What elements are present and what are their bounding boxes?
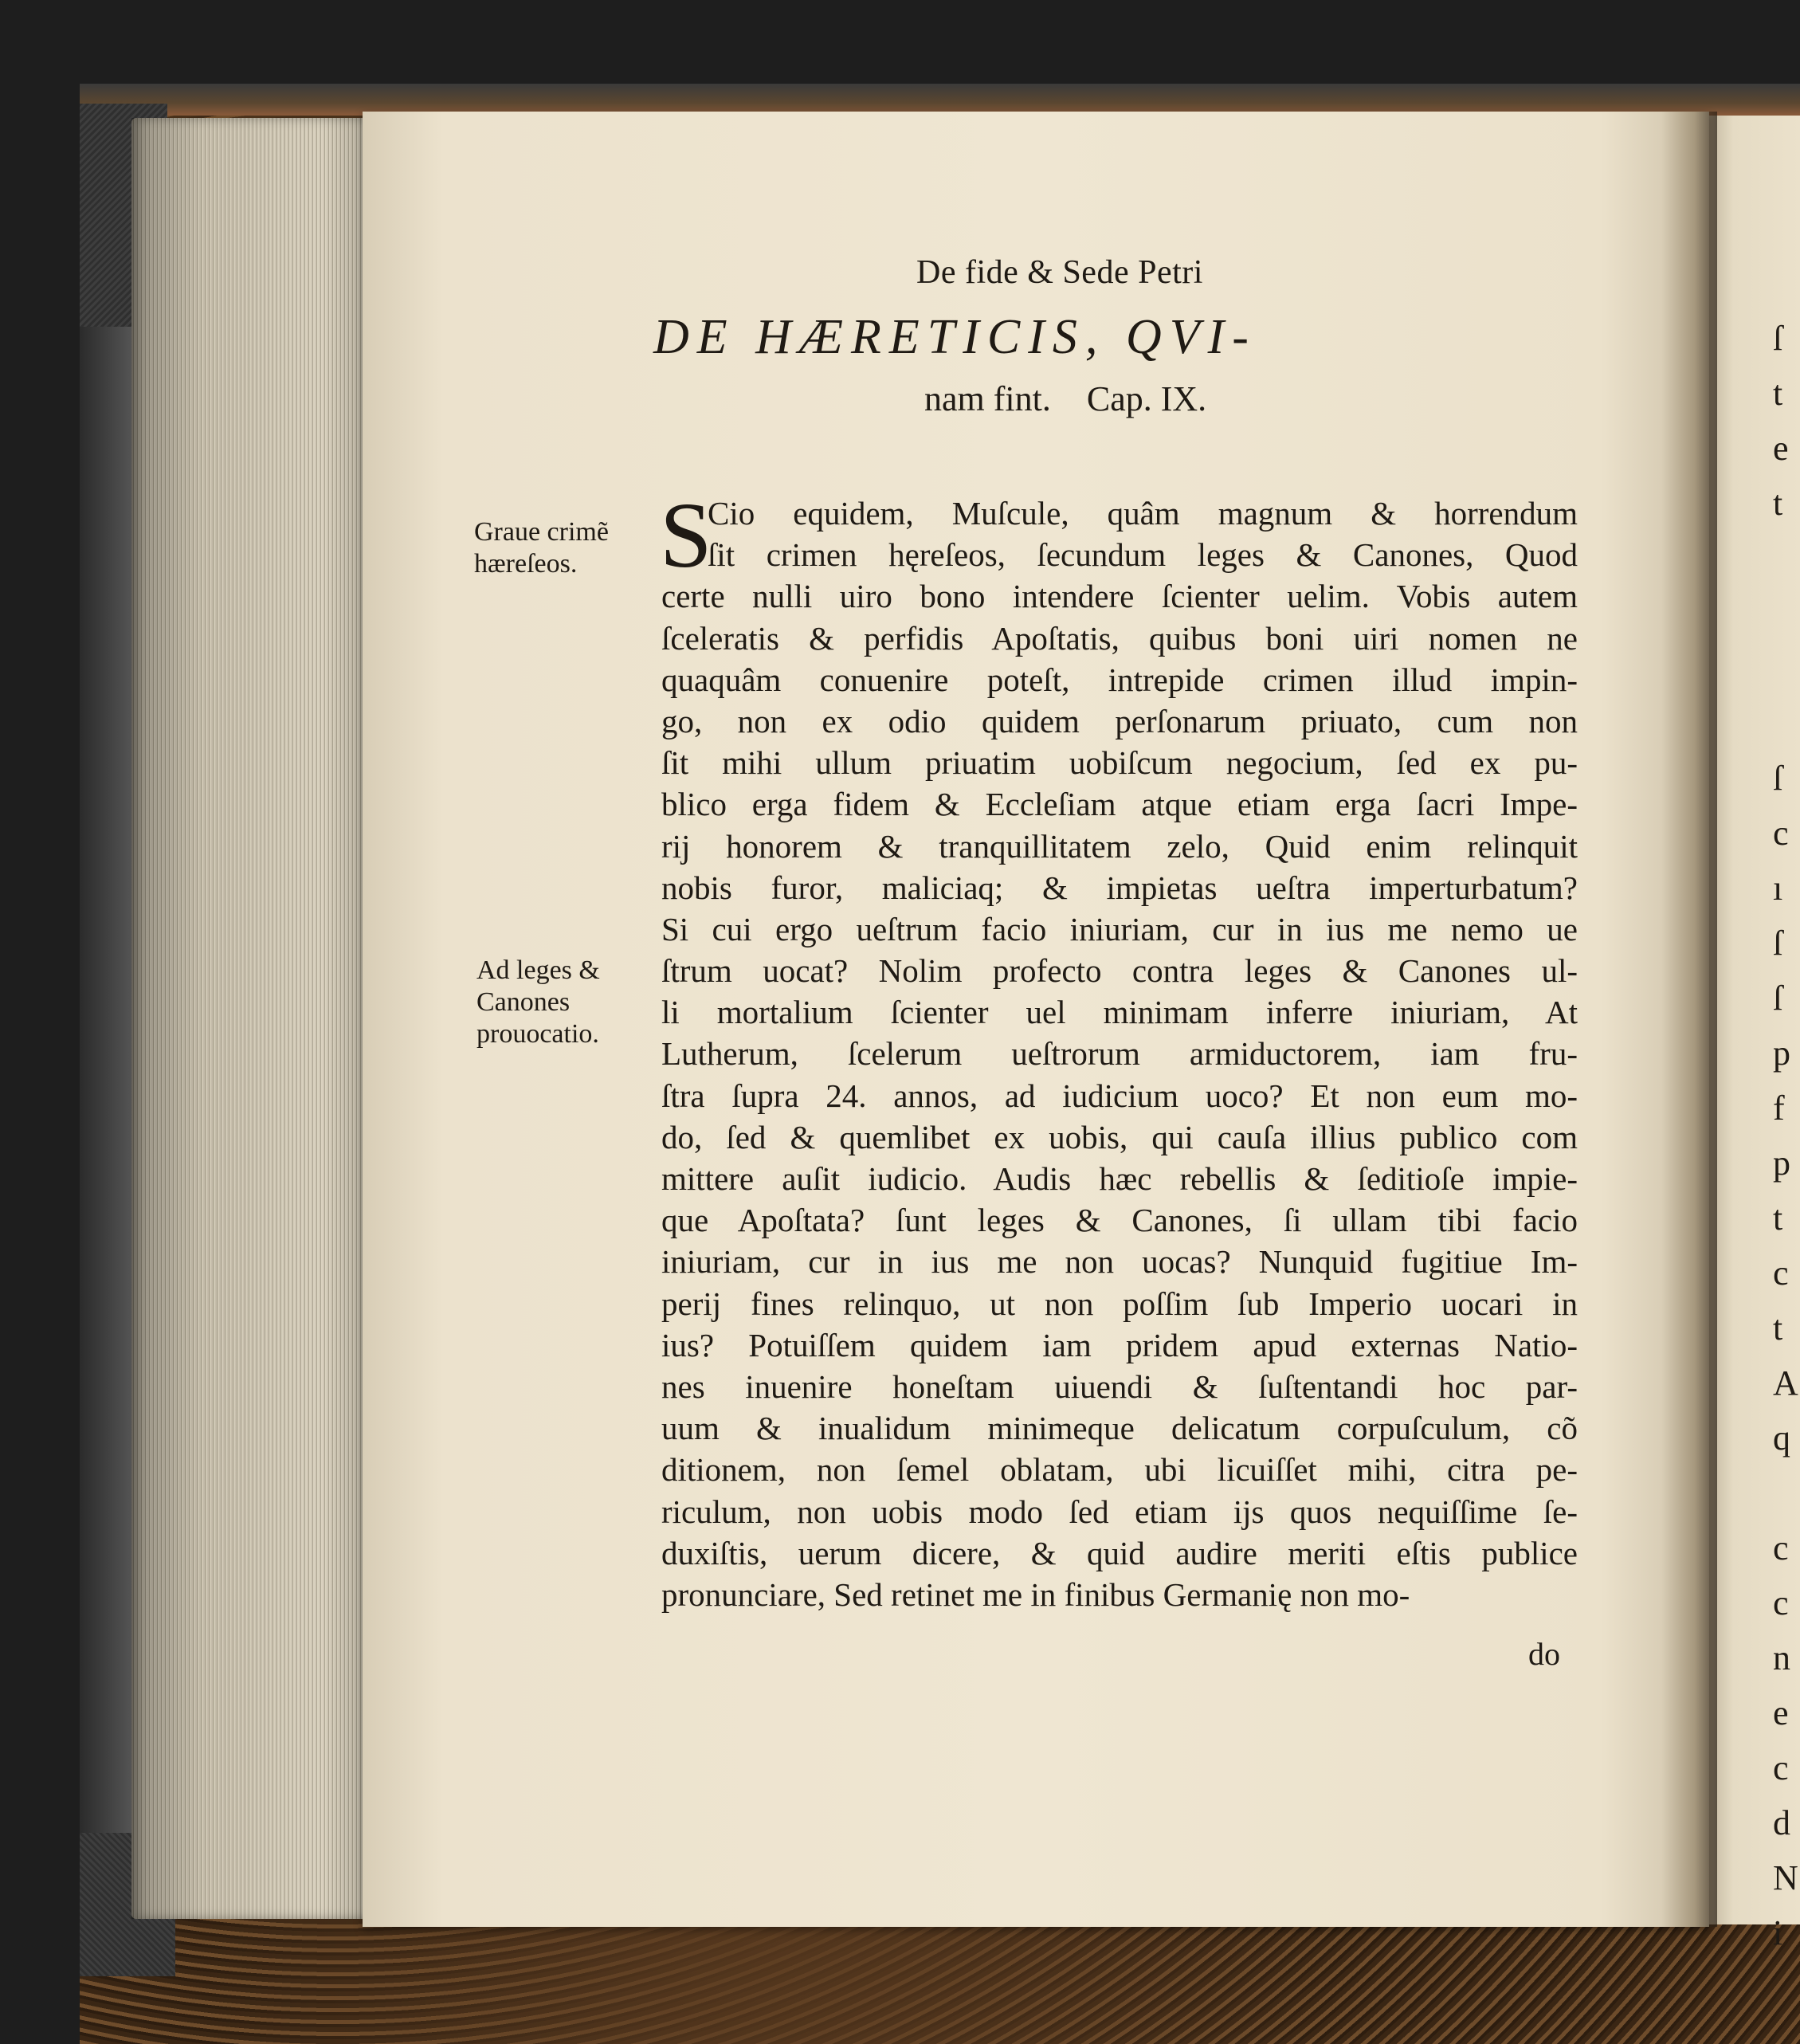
- body-line: iniuriam, cur in ius me non uocas? Nunquid fugitiue Im-: [661, 1243, 1578, 1281]
- marginal-note-line: prouocatio.: [476, 1019, 599, 1049]
- facing-page-letter: [1773, 586, 1800, 641]
- marginal-note-2: [476, 955, 660, 1050]
- facing-page-letter: t: [1773, 374, 1783, 413]
- facing-page-letter: N: [1773, 1858, 1798, 1897]
- body-line: Cio equidem, Muſcule, quâm magnum & horrendum: [708, 495, 1578, 532]
- body-line: blico erga fidem & Eccleſiam atque etiam erga ſacri Impe-: [661, 786, 1578, 823]
- body-line: rij honorem & tranquillitatem zelo, Quid enim relinquit: [661, 827, 1578, 865]
- facing-page-letter: [1773, 531, 1800, 586]
- cover-head-edge: [80, 84, 1800, 116]
- body-line: nes inuenire honeſtam uiuendi & ſuſtentandi hoc par-: [661, 1367, 1578, 1405]
- facing-page-letters: [1773, 311, 1800, 1960]
- facing-page-letter: c: [1773, 1253, 1789, 1293]
- body-line: ſceleratis & perfidis Apoſtatis, quibus boni uiri nomen ne: [661, 619, 1578, 657]
- page-edges-shade: [131, 118, 371, 1919]
- page-gutter-shadow: [1661, 112, 1717, 1927]
- facing-page-letter: t: [1773, 1199, 1783, 1238]
- chapter-title-continuation: [924, 379, 1339, 419]
- body-line: Lutherum, ſcelerum ueſtrorum armiductorem, iam fru-: [661, 1035, 1578, 1073]
- facing-page-letter: c: [1773, 1583, 1789, 1622]
- facing-page-letter: t: [1773, 1308, 1783, 1348]
- chapter-number: Cap. IX.: [1086, 379, 1207, 418]
- body-line: mittere auſit iudicio. Audis hæc rebellis & ſeditioſe impie-: [661, 1160, 1578, 1197]
- body-line: go, non ex odio quidem perſonarum priuato, cum non: [661, 702, 1578, 740]
- body-line: ſit mihi ullum priuatim uobiſcum negocium, ſed ex pu-: [661, 744, 1578, 782]
- facing-page-letter: A: [1773, 1363, 1798, 1403]
- facing-page-letter: d: [1773, 1803, 1790, 1842]
- facing-page-letter: t: [1773, 484, 1783, 523]
- facing-page-letter: ſ: [1773, 924, 1783, 963]
- body-line: que Apoſtata? ſunt leges & Canones, ſi ullam tibi facio: [661, 1202, 1578, 1239]
- body-line: certe nulli uiro bono intendere ſcienter uelim. Vobis autem: [661, 578, 1578, 615]
- marginal-note-1: [474, 516, 657, 580]
- facing-page-letter: p: [1773, 1144, 1790, 1183]
- facing-page-letter: q: [1773, 1418, 1790, 1457]
- facing-page-letter: [1773, 696, 1800, 751]
- body-line: ditionem, non ſemel oblatam, ubi licuiſſet mihi, citra pe-: [661, 1451, 1578, 1489]
- body-line: perij fines relinquo, ut non poſſim ſub Imperio uocari in: [661, 1285, 1578, 1322]
- facing-page-letter: c: [1773, 814, 1789, 853]
- facing-page-letter: n: [1773, 1638, 1790, 1677]
- body-line: pronunciare, Sed retinet me in finibus Germanię non mo-: [661, 1575, 1410, 1613]
- body-line: quaquâm conuenire poteſt, intrepide crimen illud impin-: [661, 661, 1578, 698]
- facing-page-letter: c: [1773, 1748, 1789, 1787]
- body-line: ſit crimen hęreſeos, ſecundum leges & Canones, Quod: [708, 536, 1578, 574]
- facing-page-letter: f: [1773, 1089, 1785, 1128]
- body-line: riculum, non uobis modo ſed etiam ijs quos nequiſſime ſe-: [661, 1493, 1578, 1530]
- marginal-note-line: hæreſeos.: [474, 549, 578, 579]
- facing-page-letter: ſ: [1773, 319, 1783, 358]
- catchword: do: [1528, 1636, 1560, 1672]
- body-line: uum & inualidum minimeque delicatum corpuſculum, cõ: [661, 1410, 1578, 1447]
- marginal-note-line: Ad leges &: [476, 955, 600, 985]
- marginal-note-line: Canones: [476, 987, 571, 1017]
- body-line: ſtra ſupra 24. annos, ad iudicium uoco? Et non eum mo-: [661, 1077, 1578, 1114]
- body-text: [660, 483, 1578, 1615]
- body-line: nobis furor, maliciaq; & impietas ueſtra imperturbatum?: [661, 869, 1578, 906]
- body-line: duxiſtis, uerum dicere, & quid audire meriti eſtis publice: [661, 1534, 1578, 1571]
- body-line: li mortalium ſcienter uel minimam inferre iniuriam, At: [661, 994, 1578, 1031]
- facing-page-letter: i: [1773, 1913, 1783, 1952]
- facing-page-letter: [1773, 641, 1800, 696]
- body-line: ſtrum uocat? Nolim profecto contra leges & Canones ul-: [661, 952, 1578, 990]
- facing-page-letter: c: [1773, 1528, 1789, 1567]
- facing-page-letter: [1773, 1465, 1800, 1520]
- body-line: do, ſed & quemlibet ex uobis, qui cauſa illius publico com: [661, 1118, 1578, 1155]
- body-line: ius? Potuiſſem quidem iam pridem apud externas Natio-: [661, 1326, 1578, 1363]
- facing-page-letter: ſ: [1773, 979, 1783, 1018]
- running-head: De fide & Sede Petri: [916, 254, 1203, 291]
- cover-spine-edge: [80, 104, 135, 1920]
- facing-page-letter: ı: [1773, 869, 1783, 908]
- body-line: Si cui ergo ueſtrum facio iniuriam, cur in ius me nemo ue: [661, 910, 1578, 947]
- chapter-title-text: nam fint.: [924, 379, 1051, 418]
- marginal-note-line: Graue crimẽ: [474, 517, 609, 547]
- drop-cap: S: [660, 483, 712, 587]
- facing-page-letter: e: [1773, 429, 1789, 468]
- facing-page-letter: p: [1773, 1034, 1790, 1073]
- facing-page-letter: ſ: [1773, 759, 1783, 798]
- facing-page-letter: e: [1773, 1693, 1789, 1732]
- chapter-title: DE HÆRETICIS, QVI-: [653, 310, 1257, 364]
